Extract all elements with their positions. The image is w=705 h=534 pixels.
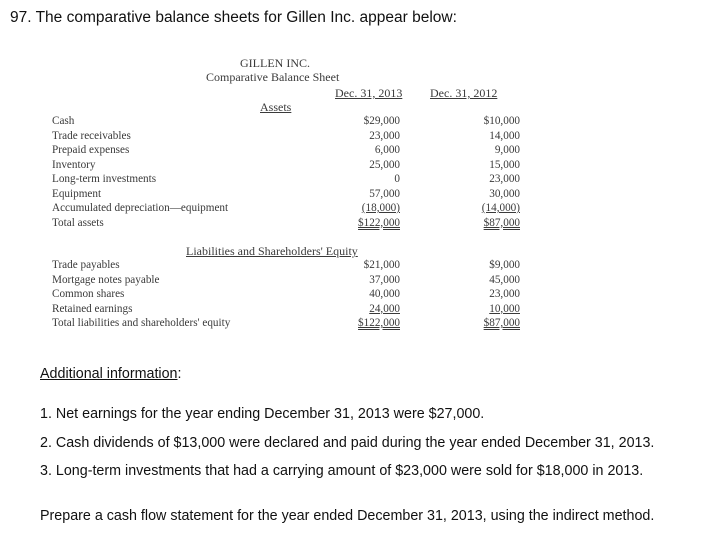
asset-value-2012: 14,000 <box>489 129 520 142</box>
total-amount: $87,000 <box>483 317 520 329</box>
asset-label: Trade receivables <box>52 129 131 142</box>
asset-label: Inventory <box>52 158 96 171</box>
info-item: 2. Cash dividends of $13,000 were declared and paid during the year ended December 31, 2013. <box>40 435 655 451</box>
total-liabilities-2012 <box>445 316 520 331</box>
total-assets-label: Total assets <box>52 216 104 229</box>
total-amount: $122,000 <box>358 216 400 229</box>
asset-value-2013: 6,000 <box>374 144 400 156</box>
total-amount: $87,000 <box>483 216 520 229</box>
liability-amount-underlined: 10,000 <box>489 302 520 315</box>
liability-value-2013: 37,000 <box>369 273 400 286</box>
company-name: GILLEN INC. <box>240 56 310 70</box>
asset-value-2012: 15,000 <box>489 158 520 171</box>
additional-info-heading <box>40 366 181 382</box>
liability-label: Common shares <box>52 288 125 300</box>
info-item: 3. Long-term investments that had a carrying amount of $23,000 were sold for $18,000 in 2013. <box>40 463 644 479</box>
liability-label: Trade payables <box>52 259 120 271</box>
liability-value-2013: 40,000 <box>369 288 400 300</box>
column-header-2012: Dec. 31, 2012 <box>430 86 498 100</box>
asset-label: Equipment <box>52 187 102 200</box>
asset-value-2012: $10,000 <box>483 115 520 127</box>
asset-value-2012: 30,000 <box>489 187 520 200</box>
asset-amount-underlined: (18,000) <box>361 202 400 214</box>
total-liabilities-2013 <box>320 316 400 331</box>
assets-heading: Assets <box>260 100 292 114</box>
liability-value-2013 <box>320 302 400 317</box>
sheet-title: Comparative Balance Sheet <box>206 70 340 84</box>
liability-value-2012: 45,000 <box>489 273 520 286</box>
total-liabilities-label: Total liabilities and shareholders' equity <box>52 317 231 329</box>
asset-value-2013: 57,000 <box>369 187 400 200</box>
liability-label: Retained earnings <box>52 302 133 315</box>
asset-value-2012: 23,000 <box>489 173 520 185</box>
liability-value-2012: $9,000 <box>489 259 520 271</box>
instruction-text: Prepare a cash flow statement for the year ended December 31, 2013, using the indirect method. <box>40 508 655 524</box>
asset-value-2012: 9,000 <box>494 144 520 156</box>
asset-value-2013: 25,000 <box>369 158 400 171</box>
asset-value-2013: 23,000 <box>369 129 400 142</box>
liabilities-heading: Liabilities and Shareholders' Equity <box>186 244 358 258</box>
total-assets-2012 <box>445 216 520 231</box>
asset-label: Long-term investments <box>52 173 157 185</box>
asset-value-2013: $29,000 <box>363 115 400 127</box>
liability-value-2013: $21,000 <box>363 259 400 271</box>
asset-value-2013 <box>320 201 400 216</box>
asset-label: Prepaid expenses <box>52 144 130 156</box>
liability-label: Mortgage notes payable <box>52 273 160 286</box>
total-assets-2013 <box>320 216 400 231</box>
liability-value-2012 <box>445 302 520 317</box>
liability-amount-underlined: 24,000 <box>369 302 400 315</box>
question-title: 97. The comparative balance sheets for Gillen Inc. appear below: <box>10 9 457 26</box>
asset-value-2012 <box>445 201 520 216</box>
asset-label: Accumulated depreciation—equipment <box>52 202 229 214</box>
info-item: 1. Net earnings for the year ending December 31, 2013 were $27,000. <box>40 406 485 422</box>
additional-info-heading-text: Additional information <box>40 366 178 382</box>
liability-value-2012: 23,000 <box>489 288 520 300</box>
column-header-2013: Dec. 31, 2013 <box>335 86 403 100</box>
asset-label: Cash <box>52 115 75 127</box>
asset-amount-underlined: (14,000) <box>481 202 520 214</box>
total-amount: $122,000 <box>358 317 400 329</box>
asset-value-2013: 0 <box>394 173 400 185</box>
heading-colon: : <box>177 366 182 382</box>
